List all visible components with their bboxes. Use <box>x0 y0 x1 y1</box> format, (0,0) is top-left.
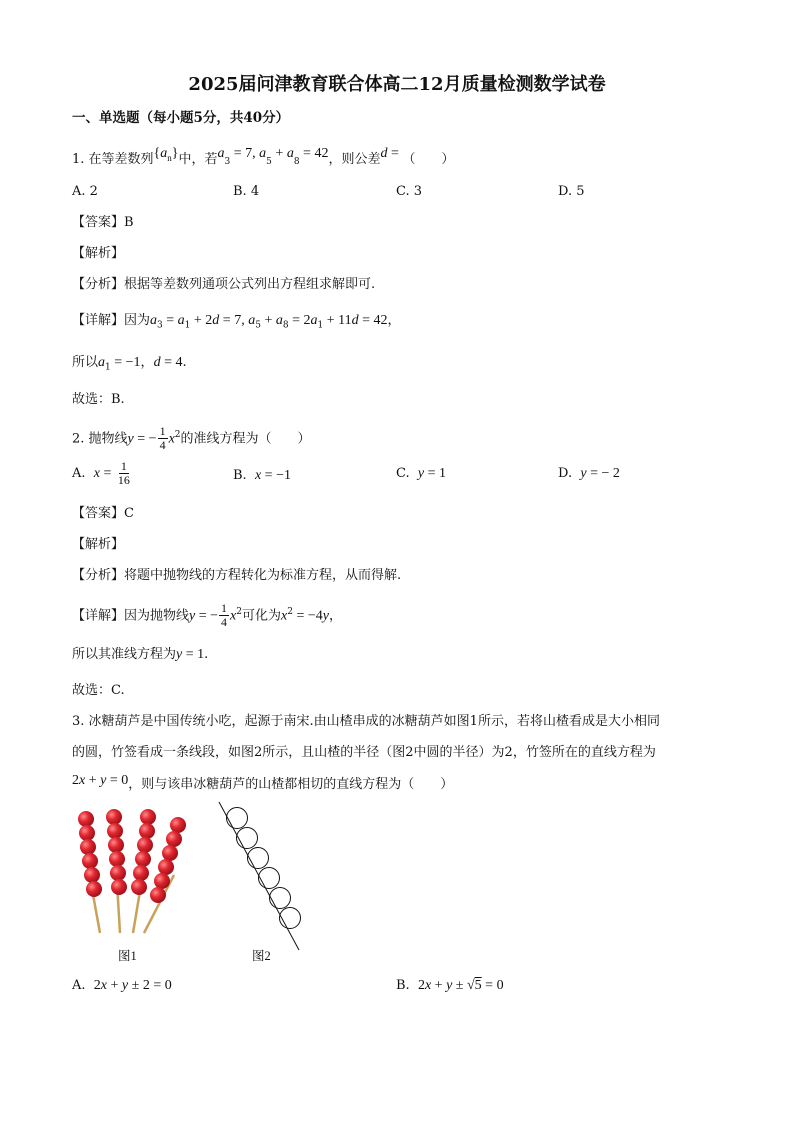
q2-answer: 【答案】C <box>72 506 134 521</box>
q1-answer: 【答案】B <box>72 215 134 230</box>
figure-2-caption: 图2 <box>252 949 271 963</box>
section-heading: 一、单选题（每小题5分，共40分） <box>72 110 290 126</box>
question-1-stem: 1. 在等差数列$\{a_n\}$中，若$a_3 = 7$, $a_5 + a_8 = 42$，则公差d = （ ） <box>72 146 455 167</box>
q2-detail: 【详解】因为抛物线y = − $\frac{1}{4}$ $x^2$可化为$x^2 = -4y$， <box>72 601 342 630</box>
q3-line-3: 2x + y = 0，则与该串冰糖葫芦的山楂都相切的直线方程为（ ） <box>72 773 454 792</box>
q1-option-d: D. 5 <box>558 184 585 199</box>
figure-2-circles-on-line <box>215 800 305 952</box>
q3-line-1: 3. 冰糖葫芦是中国传统小吃，起源于南宋.由山楂串成的冰糖葫芦如图1所示，若将山楂看成是大小相同 <box>72 714 660 729</box>
figure-1-candied-haws <box>70 805 195 940</box>
q2-analysis: 【分析】将题中抛物线的方程转化为标准方程，从而得解. <box>72 568 402 583</box>
skewer-4 <box>150 817 186 903</box>
q2-so: 所以其准线方程为y = 1. <box>72 647 209 662</box>
figure-1-caption: 图1 <box>118 949 137 963</box>
skewer-1 <box>78 811 102 897</box>
q3-line-2: 的圆，竹签看成一条线段，如图2所示，且山楂的半径（图2中圆的半径）为2，竹签所在的直线方程为 <box>72 745 656 760</box>
q1-detail: 【详解】因为$a_3 = a_1 + 2d = 7$, $a_5 + a_8 = 2a_1 + 11d = 42$， <box>72 313 401 331</box>
q2-option-b: B. x = −1 <box>233 468 291 483</box>
q3-option-b: B. 2x + y ± √5 = 0 <box>396 978 504 993</box>
q2-option-a: A. x = $\frac{1}{16}$ <box>72 459 130 487</box>
skewer-2 <box>106 809 127 895</box>
q1-jiexi: 【解析】 <box>72 246 125 261</box>
q1-option-b: B. 4 <box>233 184 260 199</box>
q2-choose: 故选：C. <box>72 683 125 698</box>
q2-jiexi: 【解析】 <box>72 537 125 552</box>
q1-analysis: 【分析】根据等差数列通项公式列出方程组求解即可. <box>72 277 376 292</box>
q2-option-d: D. y = − 2 <box>558 466 620 481</box>
q3-option-a: A. 2x + y ± 2 = 0 <box>72 978 172 993</box>
q1-choose: 故选：B. <box>72 392 125 407</box>
q1-option-a: A. 2 <box>72 184 98 199</box>
question-2-stem: 2. 抛物线y = − $\frac{1}{4}$ $x^2$的准线方程为（ ） <box>72 424 311 453</box>
q2-option-c: C. y = 1 <box>396 466 447 481</box>
q1-option-c: C. 3 <box>396 184 423 199</box>
q1-so: 所以$a_1 = -1$，d = 4. <box>72 355 187 373</box>
page-title: 2025届问津教育联合体高二12月质量检测数学试卷 <box>188 74 606 95</box>
skewer-3 <box>131 809 156 895</box>
